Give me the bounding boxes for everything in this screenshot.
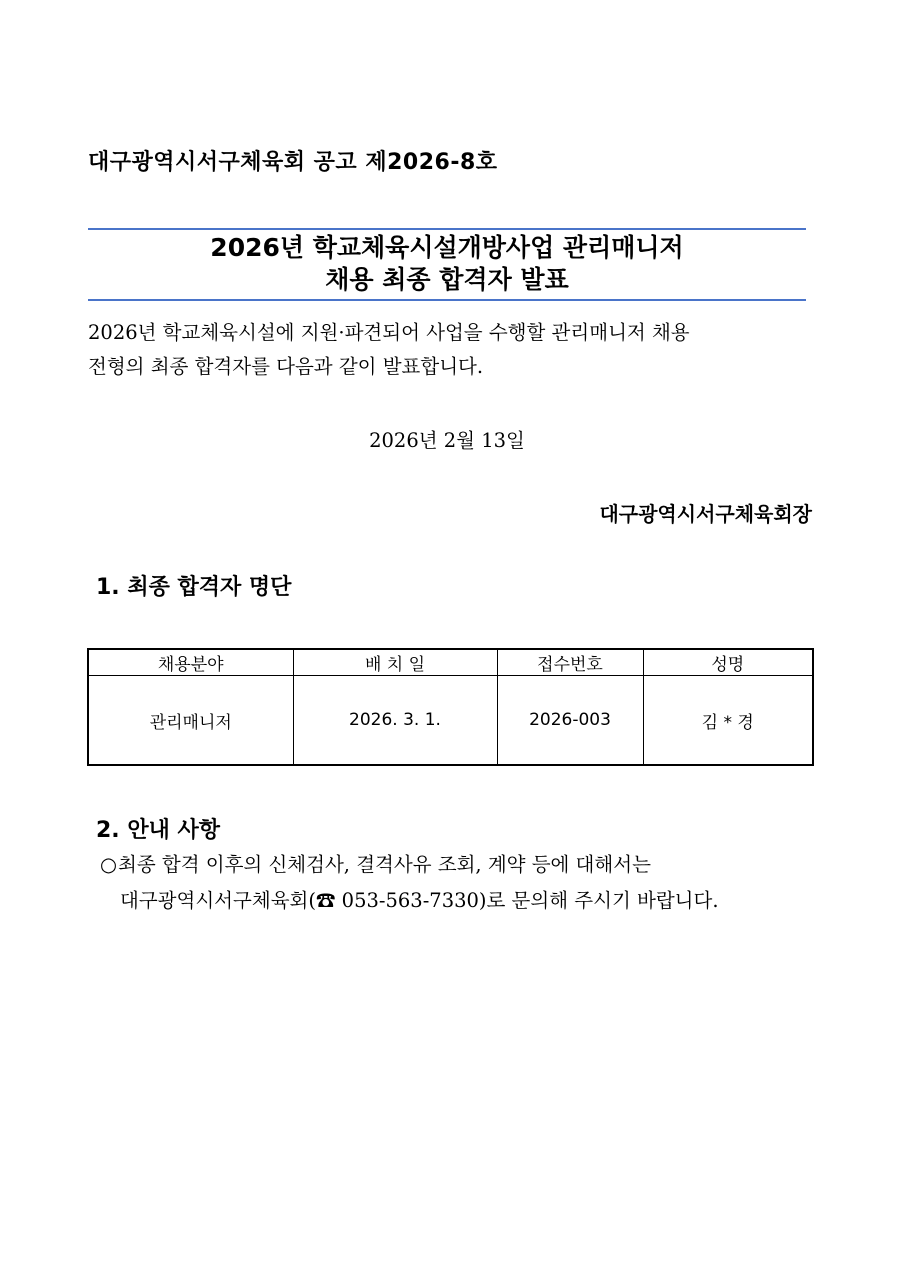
table-row	[88, 676, 813, 766]
title-bottom-rule	[88, 299, 806, 301]
intro-paragraph	[88, 316, 808, 384]
issuer-name: 대구광역시서구체육회장	[599, 502, 812, 526]
cell-application-number: 2026-003	[497, 676, 643, 766]
section-1-heading: 1. 최종 합격자 명단	[96, 575, 292, 600]
guide-paragraph	[100, 847, 719, 919]
guide-line-2: 대구광역시서구체육회(☎ 053-563-7330)로 문의해 주시기 바랍니다.	[120, 889, 719, 912]
cell-field: 관리매니저	[88, 676, 293, 766]
guide-line-1	[100, 847, 719, 883]
title-top-rule	[88, 228, 806, 230]
section-2-heading: 2. 안내 사항	[96, 818, 220, 843]
column-header-start-date: 배 치 일	[293, 649, 497, 676]
column-header-name: 성명	[643, 649, 813, 676]
bullet-circle-icon: ○	[100, 853, 118, 876]
intro-line-1: 2026년 학교체육시설에 지원·파견되어 사업을 수행할 관리매니저 채용	[88, 321, 690, 344]
announcement-date: 2026년 2월 13일	[369, 429, 525, 452]
column-header-field: 채용분야	[88, 649, 293, 676]
title-line-2: 채용 최종 합격자 발표	[325, 265, 569, 294]
final-candidates-table	[87, 648, 814, 766]
table-header-row	[88, 649, 813, 676]
cell-start-date: 2026. 3. 1.	[293, 676, 497, 766]
cell-name: 김 * 경	[643, 676, 813, 766]
document-title	[88, 232, 806, 296]
notice-number: 대구광역시서구체육회 공고 제2026-8호	[88, 150, 498, 175]
guide-text-1: 최종 합격 이후의 신체검사, 결격사유 조회, 계약 등에 대해서는	[118, 853, 651, 876]
column-header-application-number: 접수번호	[497, 649, 643, 676]
title-line-1: 2026년 학교체육시설개방사업 관리매니저	[210, 233, 684, 262]
intro-line-2: 전형의 최종 합격자를 다음과 같이 발표합니다.	[88, 355, 484, 378]
